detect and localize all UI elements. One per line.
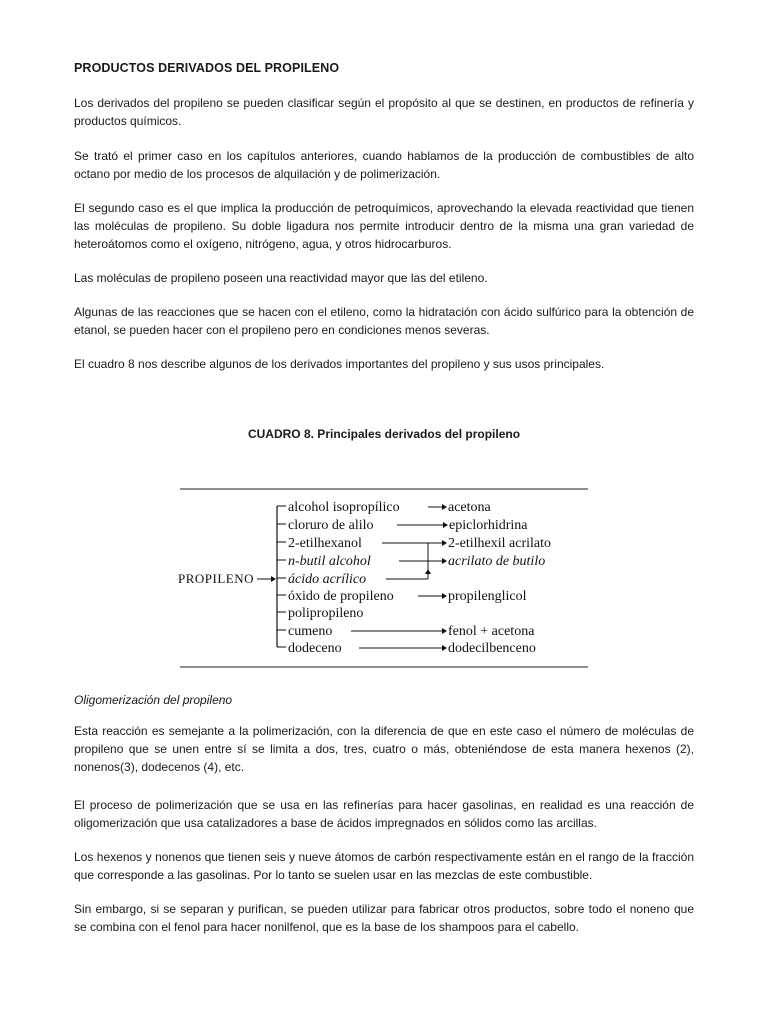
- product-1: epiclorhidrina: [449, 518, 528, 533]
- product-0: acetona: [448, 500, 491, 515]
- section-subheading: Oligomerización del propileno: [74, 693, 233, 707]
- derivative-2: 2-etilhexanol: [288, 536, 362, 551]
- paragraph-3: El segundo caso es el que implica la producción de petroquímicos, aprovechando la elevada reactividad que tienen las moléculas de propileno. Su doble ligadura nos permite introducir dentro de la misma una gran variedad de heteroátomos como el oxígeno, nitrógeno, agua, y otros hidrocarburos.: [74, 201, 694, 251]
- propylene-derivatives-diagram: [178, 482, 590, 672]
- paragraph-1: Los derivados del propileno se pueden clasificar según el propósito al que se destinen, en productos de refinería y productos químicos.: [74, 96, 694, 128]
- diagram-root-label: PROPILENO: [178, 571, 255, 586]
- product-8: dodecilbenceno: [448, 641, 536, 656]
- paragraph-6: El cuadro 8 nos describe algunos de los derivados importantes del propileno y sus usos principales.: [74, 357, 605, 371]
- derivative-4: ácido acrílico: [288, 572, 367, 587]
- paragraph-10: Sin embargo, si se separan y purifican, se pueden utilizar para fabricar otros productos, sobre todo el noneno que se combina con el fenol para hacer nonilfenol, que es la base de los shampoos para el cabello.: [74, 902, 694, 934]
- derivative-1: cloruro de alilo: [288, 518, 374, 533]
- product-3: acrilato de butilo: [448, 554, 546, 569]
- paragraph-2: Se trató el primer caso en los capítulos anteriores, cuando hablamos de la producción de combustibles de alto octano por medio de los procesos de alquilación y de polimerización.: [74, 149, 694, 181]
- derivative-6: polipropileno: [288, 606, 364, 621]
- derivative-7: cumeno: [288, 624, 333, 639]
- paragraph-5: Algunas de las reacciones que se hacen con el etileno, como la hidratación con ácido sulfúrico para la obtención de etanol, se pueden hacer con el propileno pero en condiciones menos severas.: [74, 305, 694, 337]
- derivative-0: alcohol isopropílico: [288, 500, 400, 515]
- paragraph-9: Los hexenos y nonenos que tienen seis y nueve átomos de carbón respectivamente están en el rango de la fracción que corresponde a las gasolinas. Por lo tanto se suelen usar en las mezclas de este combustible.: [74, 850, 694, 882]
- product-2: 2-etilhexil acrilato: [448, 536, 552, 551]
- paragraph-4: Las moléculas de propileno poseen una reactividad mayor que las del etileno.: [74, 271, 488, 285]
- paragraph-8: El proceso de polimerización que se usa en las refinerías para hacer gasolinas, en realidad es una reacción de oligomerización que usa catalizadores a base de ácidos impregnados en sólidos como las arcillas.: [74, 798, 694, 830]
- paragraph-7: Esta reacción es semejante a la polimerización, con la diferencia de que en este caso el número de moléculas de propileno que se unen entre sí se limita a dos, tres, cuatro o más, obteniéndose de esta manera hexenos (2), nonenos(3), dodecenos (4), etc.: [74, 724, 694, 774]
- derivative-3: n-butil alcohol: [288, 554, 371, 569]
- document-title: PRODUCTOS DERIVADOS DEL PROPILENO: [74, 61, 340, 75]
- table-caption: CUADRO 8. Principales derivados del propileno: [247, 427, 521, 441]
- product-5: propilenglicol: [448, 589, 527, 604]
- derivative-8: dodeceno: [288, 641, 342, 656]
- product-7: fenol + acetona: [448, 624, 535, 639]
- derivative-5: óxido de propileno: [288, 589, 394, 604]
